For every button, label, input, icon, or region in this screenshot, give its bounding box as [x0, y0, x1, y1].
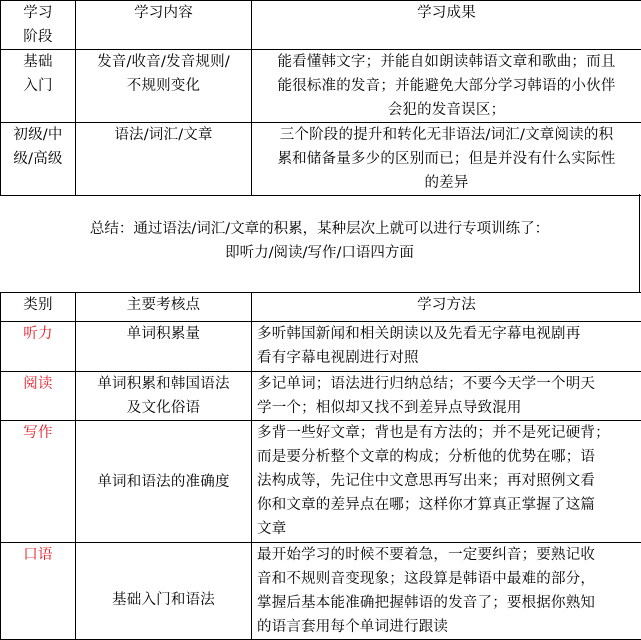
- method-line: 音和不规则音变现象；这段算是韩语中最难的部分，: [257, 571, 596, 587]
- method-line: 文章: [257, 521, 287, 537]
- summary-block: [0, 194, 640, 292]
- focus-cell: [76, 372, 252, 421]
- result-line3: 会犯的发音误区；: [387, 102, 506, 118]
- summary-line2: 即听力/阅读/写作/口语四方面: [225, 245, 414, 261]
- method-cell: [252, 421, 641, 543]
- result-line3: 的差异: [424, 175, 469, 191]
- focus-line2: 及文化俗语: [126, 400, 201, 416]
- result-line2: 累和储备量多少的区别而已；但是并没有什么实际性: [277, 151, 616, 167]
- stage-line1: 初级/中: [13, 127, 63, 143]
- method-line: 掌握后基本能准确把握韩语的发音了；要根据你熟知: [257, 595, 596, 611]
- method-line: 法构成等，先记住中文意思再写出来；再对照例文看: [257, 473, 596, 489]
- focus-line1: 单词积累和韩国语法: [97, 376, 230, 392]
- header-category: 类别: [1, 293, 76, 322]
- focus-cell: 基础入门和语法: [76, 543, 252, 640]
- learning-stages-table: [0, 0, 641, 196]
- summary-line1: 总结：通过语法/词汇/文章的积累，某种层次上就可以进行专项训练了：: [89, 221, 550, 237]
- focus-cell: 单词积累量: [76, 322, 252, 372]
- content-cell: [76, 123, 252, 196]
- header-stage: [1, 1, 76, 50]
- result-cell: [252, 123, 641, 196]
- content-line1: 发音/收音/发音规则/: [97, 54, 230, 70]
- method-line: 而是要分析整个文章的构成；分析他的优势在哪；语: [257, 449, 596, 465]
- method-line: 多记单词；语法进行归纳总结；不要今天学一个明天: [257, 376, 596, 392]
- category-writing: 写作: [1, 421, 76, 543]
- method-cell: [252, 322, 641, 372]
- header-stage-line1: 学习: [23, 5, 53, 21]
- content-line1: 语法/词汇/文章: [114, 127, 213, 143]
- stage-line2: 级/高级: [13, 151, 63, 167]
- method-line: 多背一些好文章；背也是有方法的；并不是死记硬背；: [257, 425, 610, 441]
- stage-line2: 入门: [23, 78, 53, 94]
- method-line: 的语言套用每个单词进行跟读: [257, 619, 449, 635]
- stage-cell: [1, 50, 76, 123]
- method-cell: [252, 543, 641, 640]
- table-row: [1, 322, 641, 372]
- table-row: [1, 123, 641, 196]
- result-cell: [252, 50, 641, 123]
- method-line: 最开始学习的时候不要着急，一定要纠音；要熟记收: [257, 547, 596, 563]
- header-stage-line2: 阶段: [23, 29, 53, 45]
- table-header-row: [1, 293, 641, 322]
- header-method: 学习方法: [252, 293, 641, 322]
- content-cell: [76, 50, 252, 123]
- table-row: [1, 372, 641, 421]
- header-focus: 主要考核点: [76, 293, 252, 322]
- content-line2: 不规则变化: [126, 78, 201, 94]
- stage-cell: [1, 123, 76, 196]
- method-line: 你和文章的差异点在哪；这样你才算真正掌握了这篇: [257, 497, 596, 513]
- result-line1: 三个阶段的提升和转化无非语法/词汇/文章阅读的积: [279, 127, 614, 143]
- category-reading: 阅读: [1, 372, 76, 421]
- method-line: 看有字幕电视剧进行对照: [257, 350, 419, 366]
- method-line: 学一个；相似却又找不到差异点导致混用: [257, 400, 522, 416]
- table-row: [1, 543, 641, 640]
- result-line1: 能看懂韩文字；并能自如朗读韩语文章和歌曲；而且: [277, 54, 616, 70]
- table-row: [1, 421, 641, 543]
- method-line: 多听韩国新闻和相关朗读以及先看无字幕电视剧再: [257, 326, 581, 342]
- method-cell: [252, 372, 641, 421]
- table-row: [1, 50, 641, 123]
- category-speaking: 口语: [1, 543, 76, 640]
- category-listening: 听力: [1, 322, 76, 372]
- focus-cell: 单词和语法的准确度: [76, 421, 252, 543]
- table-header-row: [1, 1, 641, 50]
- learning-methods-table: [0, 292, 641, 640]
- stage-line1: 基础: [23, 54, 53, 70]
- result-line2: 能很标准的发音；并能避免大部分学习韩语的小伙伴: [277, 78, 616, 94]
- header-result: 学习成果: [252, 1, 641, 50]
- header-content: 学习内容: [76, 1, 252, 50]
